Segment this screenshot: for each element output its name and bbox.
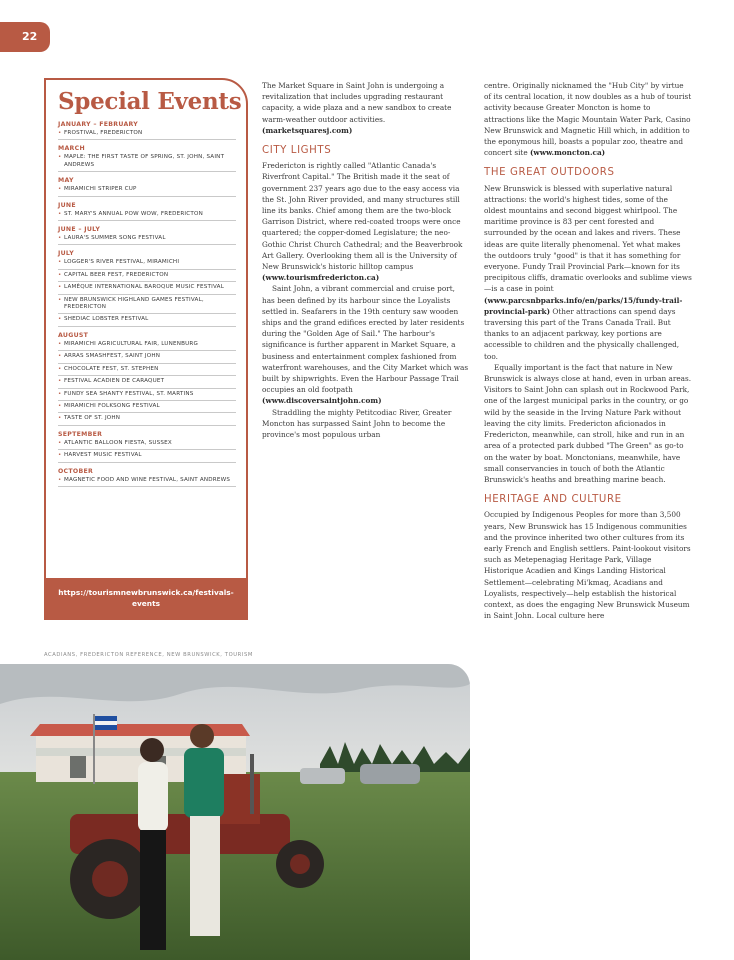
event-item: • MAPLE: THE FIRST TASTE OF SPRING, ST. JOHN, SAINT ANDREWS — [58, 153, 236, 172]
event-item: • ARRAS SMASHFEST, SAINT JOHN — [58, 352, 236, 363]
special-events-title: Special Events — [58, 88, 242, 115]
saint-john-link[interactable]: (www.discoversaintjohn.com) — [262, 396, 382, 406]
page-number-tab — [0, 22, 50, 52]
event-item: • MIRAMICHI STRIPER CUP — [58, 185, 236, 196]
events-month-heading: JUNE – JULY — [58, 226, 101, 234]
event-item: • FROSTIVAL, FREDERICTON — [58, 129, 236, 140]
fredericton-paragraph: Fredericton is rightly called "Atlantic Canada's Riverfront Capital." The British made it the seat of government 237 years ago due to the easy access via the St. John River provided, and many structures still line its banks. Chief among them are the two-block Garrison District, where red-coated troops were once quartered; the copper-domed Legislature; the neo-Gothic Christ Church Cathedral; and the Beaverbrook Art Gallery. Overlooking them all is the University of New Brunswick's historic hilltop campus (www.tourismfredericton.ca) — [262, 161, 463, 283]
page-number: 22 — [22, 30, 38, 43]
events-month-heading: MAY — [58, 177, 74, 185]
tractor-photo — [0, 664, 470, 960]
saint-john-paragraph: Saint John, a vibrant commercial and cruise port, has been defined by its harbour since the Loyalists settled in. Seafarers in the 19th century saw wooden ships and the grand edifices erected by later residents during the "Golden Age of Sail." The harbour's significance is further apparent in Market Square, a business and entertainment complex fashioned from waterfront warehouses, and the City Market which was built by shipwrights. Even the Harbour Passage Trail occupies an old footpath (www.discoversaintjohn.com) — [262, 284, 469, 406]
fredericton-link[interactable]: (www.tourismfredericton.ca) — [262, 273, 380, 283]
event-item: • MIRAMICHI AGRICULTURAL FAIR, LUNENBURG — [58, 340, 236, 351]
special-events-box — [44, 78, 248, 620]
events-footer — [46, 578, 246, 618]
photo-caption: ACADIANS, FREDERICTON REFERENCE, NEW BRUNSWICK, TOURISM — [44, 652, 253, 658]
events-month-heading: JUNE — [58, 201, 76, 209]
moncton-paragraph: Straddling the mighty Petitcodiac River, Greater Moncton has surpassed Saint John to become the province's most populous urban — [262, 407, 452, 440]
events-list — [46, 121, 246, 487]
market-square-link[interactable]: (marketsquaresj.com) — [262, 125, 353, 135]
heading-great-outdoors: THE GREAT OUTDOORS — [484, 167, 615, 179]
event-item: • FUNDY SEA SHANTY FESTIVAL, ST. MARTINS — [58, 390, 236, 401]
event-item: • HARVEST MUSIC FESTIVAL — [58, 451, 236, 462]
events-month-heading: AUGUST — [58, 331, 89, 339]
events-month-heading: MARCH — [58, 145, 85, 153]
event-item: • LOGGER'S RIVER FESTIVAL, MIRAMICHI — [58, 258, 236, 269]
events-month-heading: JANUARY – FEBRUARY — [58, 121, 139, 128]
moncton-continued-paragraph: centre. Originally nicknamed the "Hub City" by virtue of its central location, it now doubles as a hub of tourist activity because Greater Moncton is home to attractions like the Magic Mountain Water Park, Casino New Brunswick and Magnetic Hill which, in addition to the eponymous hill, boasts a popular zoo, theatre and concert site (www.moncton.ca) — [484, 81, 692, 158]
heading-heritage-culture: HERITAGE AND CULTURE — [484, 494, 622, 506]
event-item: • LAURA'S SUMMER SONG FESTIVAL — [58, 234, 236, 245]
event-item: • FESTIVAL ACADIEN DE CARAQUET — [58, 377, 236, 388]
nature-paragraph: Equally important is the fact that nature in New Brunswick is always close at hand, even in urban areas. Visitors to Saint John can splash out in Rockwood Park, one of the largest municipal parks in the country, or go wild by the seaside in the Irving Nature Park without leaving the city limits. Fredericton aficionados in Fredericton, meanwhile, can stroll, hike and run in an area of a protected park dubbed "The Green" as go-to on the water by boat. Monctonians, meanwhile, have small conservancies in touch of both the Atlantic Brunswick's heaths and breathing marine beach. — [484, 362, 692, 484]
events-month-heading: JULY — [58, 250, 74, 258]
tractor-photo-image — [0, 664, 470, 960]
events-footer-link[interactable]: https://tourismnewbrunswick.ca/festivals-events — [58, 588, 234, 608]
fundy-trail-link[interactable]: (www.parcsnbparks.info/en/parks/15/fundy-trail-provincial-park) — [484, 295, 683, 316]
event-item: • CHOCOLATE FEST, ST. STEPHEN — [58, 365, 236, 376]
event-item: • TASTE OF ST. JOHN — [58, 414, 236, 425]
events-month-heading: SEPTEMBER — [58, 430, 103, 438]
moncton-link[interactable]: (www.moncton.ca) — [529, 148, 606, 158]
event-item: • NEW BRUNSWICK HIGHLAND GAMES FESTIVAL, FREDERICTON — [58, 296, 236, 315]
article-column-2 — [262, 80, 470, 440]
heading-city-lights: CITY LIGHTS — [262, 145, 332, 157]
events-month-heading: OCTOBER — [58, 467, 94, 475]
intro-paragraph: The Market Square in Saint John is undergoing a revitalization that includes upgrading restaurant capacity, a wide plaza and a new sandbox to create warm-weather outdoor activities. (marketsquaresj.com) — [262, 81, 452, 135]
event-item: • ATLANTIC BALLOON FIESTA, SUSSEX — [58, 439, 236, 450]
event-item: • ST. MARY'S ANNUAL POW WOW, FREDERICTON — [58, 210, 236, 221]
event-item: • MIRAMICHI FOLKSONG FESTIVAL — [58, 402, 236, 413]
heritage-paragraph: Occupied by Indigenous Peoples for more than 3,500 years, New Brunswick has 15 Indigenous communities and the province inherited two other cultures from its early French and English settlers. Paint-lookout visitors such as Metepenagiag Heritage Park, Village Historique Acadien and Kings Landing Historical Settlement—celebrating Mi'kmaq, Acadians and Loyalists, respectively—help establish the historical context, as does the engaging New Brunswick Museum in Saint John. Local culture here — [484, 510, 691, 621]
event-item: • LAMÈQUE INTERNATIONAL BAROQUE MUSIC FESTIVAL — [58, 283, 236, 294]
event-item: • MAGNETIC FOOD AND WINE FESTIVAL, SAINT ANDREWS — [58, 476, 236, 487]
outdoors-paragraph: New Brunswick is blessed with superlative natural attractions: the world's highest tides, some of the oldest mountains and second biggest whirlpool. The maritime province is 83 per cent forested and surrounded by the ocean and lakes and rivers. These ideas are quite literally phenomenal. Yet what makes the outdoors truly "good" is that it has something for everyone. Fundy Trail Provincial Park—known for its precipitous cliffs, dramatic overlooks and sublime views—is a case in point (www.parcsnbparks.info/en/parks/15/fundy-trail-provincial-park) Other attractions can spend days traversing this part of the Trans Canada Trail. But thanks to an adjacent parkway, key portions are accessible to children and the physically challenged, too. — [484, 183, 692, 361]
article-column-3 — [484, 80, 692, 621]
event-item: • CAPITAL BEER FEST, FREDERICTON — [58, 271, 236, 282]
event-item: • SHEDIAC LOBSTER FESTIVAL — [58, 315, 236, 326]
